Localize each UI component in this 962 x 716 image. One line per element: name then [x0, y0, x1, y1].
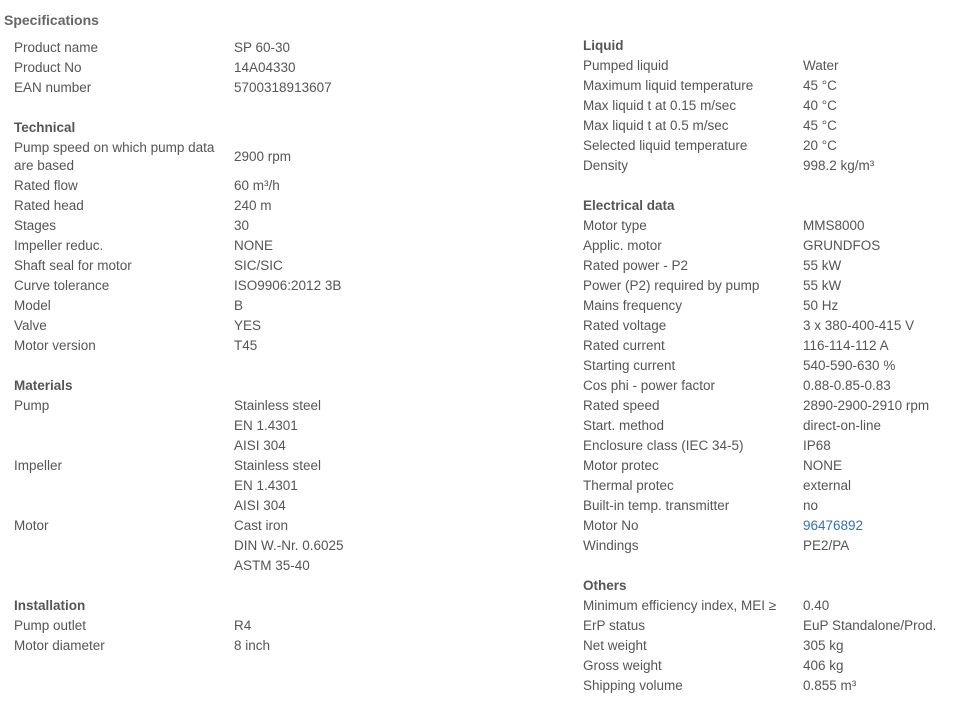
spec-value — [234, 276, 394, 296]
spec-value-line: NONE — [803, 458, 843, 473]
spec-row-rated-speed — [583, 396, 962, 416]
spec-value — [803, 356, 962, 376]
spec-value — [234, 516, 394, 576]
spec-value — [803, 396, 962, 416]
spec-value — [803, 676, 962, 696]
spec-value — [234, 316, 394, 336]
spec-value — [234, 296, 394, 316]
section-electrical-data — [583, 196, 962, 556]
spec-row-rated-head — [14, 196, 394, 216]
section-liquid — [583, 36, 962, 176]
spec-row-pumped-liquid — [583, 56, 962, 76]
spec-value — [803, 516, 962, 536]
spec-value-line: 8 inch — [234, 638, 271, 653]
spec-row-mains-frequency — [583, 296, 962, 316]
spec-value-line: AISI 304 — [234, 498, 286, 513]
spec-value-line: 45 °C — [803, 78, 837, 93]
spec-row-curve-tolerance — [14, 276, 394, 296]
spec-label: EAN number — [14, 80, 92, 95]
spec-value — [803, 476, 962, 496]
spec-label: Gross weight — [583, 658, 662, 673]
spec-label: Net weight — [583, 638, 647, 653]
spec-row-motor-no — [583, 516, 962, 536]
spec-label: Impeller reduc. — [14, 238, 104, 253]
spec-label: Motor protec — [583, 458, 659, 473]
spec-value — [234, 196, 394, 216]
spec-label: Product name — [14, 40, 99, 55]
spec-row-product-no — [14, 58, 394, 78]
spec-value — [803, 276, 962, 296]
spec-value-line: SIC/SIC — [234, 258, 283, 273]
spec-value — [234, 58, 394, 78]
spec-value-line: 45 °C — [803, 118, 837, 133]
spec-row-max-liquid-t-at-0-5-m-sec — [583, 116, 962, 136]
spec-label: Applic. motor — [583, 238, 662, 253]
spec-label: Rated current — [583, 338, 665, 353]
section-heading: Others — [583, 578, 627, 593]
spec-value — [234, 336, 394, 356]
spec-value — [803, 496, 962, 516]
section-others — [583, 576, 962, 696]
spec-value — [803, 156, 962, 176]
spec-value-line: 240 m — [234, 198, 272, 213]
spec-row-erp-status — [583, 616, 962, 636]
spec-label: Motor — [14, 518, 49, 533]
spec-row-power-p2-required-by-pump — [583, 276, 962, 296]
spec-value — [234, 396, 394, 456]
spec-value-line: 305 kg — [803, 638, 844, 653]
spec-label: Shipping volume — [583, 678, 683, 693]
spec-row-pump — [14, 396, 394, 456]
spec-row-enclosure-class-iec-34-5 — [583, 436, 962, 456]
spec-label: Motor diameter — [14, 638, 105, 653]
spec-value-line: 0.88-0.85-0.83 — [803, 378, 891, 393]
spec-value-line: 5700318913607 — [234, 80, 332, 95]
spec-value — [234, 216, 394, 236]
spec-row-shipping-volume — [583, 676, 962, 696]
spec-value-line: SP 60-30 — [234, 40, 291, 55]
spec-value-line: T45 — [234, 338, 258, 353]
spec-value — [803, 616, 962, 636]
spec-row-net-weight — [583, 636, 962, 656]
section-heading: Liquid — [583, 38, 624, 53]
spec-value-line: 55 kW — [803, 278, 842, 293]
spec-row-windings — [583, 536, 962, 556]
spec-value-line: Stainless steel — [234, 398, 322, 413]
section-heading: Installation — [14, 598, 86, 613]
spec-row-gross-weight — [583, 656, 962, 676]
spec-row-rated-power-p2 — [583, 256, 962, 276]
spec-label: Pump outlet — [14, 618, 87, 633]
section-heading: Materials — [14, 378, 73, 393]
spec-row-valve — [14, 316, 394, 336]
spec-label: Selected liquid temperature — [583, 138, 748, 153]
spec-value — [803, 456, 962, 476]
spec-value-line: 14A04330 — [234, 60, 296, 75]
spec-value — [803, 436, 962, 456]
spec-value-line: 40 °C — [803, 98, 837, 113]
section-general — [14, 38, 394, 98]
spec-row-cos-phi-power-factor — [583, 376, 962, 396]
spec-label: Motor version — [14, 338, 96, 353]
spec-row-motor-type — [583, 216, 962, 236]
spec-label: Shaft seal for motor — [14, 258, 132, 273]
spec-value-line: MMS8000 — [803, 218, 865, 233]
spec-row-maximum-liquid-temperature — [583, 76, 962, 96]
spec-value-line: 55 kW — [803, 258, 842, 273]
right-column — [583, 36, 962, 716]
spec-value-line: 116-114-112 A — [803, 338, 889, 353]
spec-row-stages — [14, 216, 394, 236]
spec-value-line: B — [234, 298, 244, 313]
motor-no-link[interactable]: 96476892 — [803, 518, 864, 533]
spec-label: ErP status — [583, 618, 646, 633]
spec-label: Enclosure class (IEC 34-5) — [583, 438, 744, 453]
spec-label: Max liquid t at 0.15 m/sec — [583, 98, 737, 113]
section-heading: Technical — [14, 120, 76, 135]
spec-label: Impeller — [14, 458, 63, 473]
spec-row-ean-number — [14, 78, 394, 98]
spec-value — [803, 96, 962, 116]
spec-value — [234, 176, 394, 196]
section-materials — [14, 376, 394, 576]
spec-value — [803, 56, 962, 76]
spec-label: Rated power - P2 — [583, 258, 689, 273]
spec-label: Rated voltage — [583, 318, 667, 333]
spec-value — [234, 616, 394, 636]
spec-label: Starting current — [583, 358, 676, 373]
spec-row-thermal-protec — [583, 476, 962, 496]
spec-row-built-in-temp-transmitter — [583, 496, 962, 516]
spec-label: Windings — [583, 538, 639, 553]
spec-label: Valve — [14, 318, 47, 333]
spec-label: Stages — [14, 218, 57, 233]
spec-value-line: 0.855 m³ — [803, 678, 857, 693]
spec-value — [234, 636, 394, 656]
spec-value — [803, 416, 962, 436]
spec-value-line: 3 x 380-400-415 V — [803, 318, 915, 333]
spec-value — [234, 256, 394, 276]
spec-value-line: YES — [234, 318, 262, 333]
spec-value — [803, 316, 962, 336]
spec-label: Minimum efficiency index, MEI ≥ — [583, 598, 777, 613]
spec-row-model — [14, 296, 394, 316]
spec-value-line: GRUNDFOS — [803, 238, 881, 253]
spec-row-starting-current — [583, 356, 962, 376]
spec-value-line: R4 — [234, 618, 252, 633]
spec-value — [234, 78, 394, 98]
spec-label: Mains frequency — [583, 298, 683, 313]
spec-row-shaft-seal-for-motor — [14, 256, 394, 276]
spec-label: Max liquid t at 0.5 m/sec — [583, 118, 729, 133]
spec-label: Rated head — [14, 198, 84, 213]
spec-value-line: AISI 304 — [234, 438, 286, 453]
spec-value — [803, 596, 962, 616]
spec-value-line: NONE — [234, 238, 274, 253]
spec-value — [803, 336, 962, 356]
spec-value — [803, 536, 962, 556]
spec-value-line: 406 kg — [803, 658, 844, 673]
spec-value-line: Cast iron — [234, 518, 289, 533]
spec-value — [803, 76, 962, 96]
spec-row-product-name — [14, 38, 394, 58]
section-technical — [14, 118, 394, 356]
spec-row-pump-speed-on-which-pump-data-are-based — [14, 138, 394, 176]
spec-value — [803, 216, 962, 236]
spec-value-line: direct-on-line — [803, 418, 882, 433]
spec-value — [234, 147, 394, 167]
spec-value — [803, 236, 962, 256]
spec-row-motor-protec — [583, 456, 962, 476]
spec-row-density — [583, 156, 962, 176]
spec-row-max-liquid-t-at-0-15-m-sec — [583, 96, 962, 116]
spec-row-rated-voltage — [583, 316, 962, 336]
spec-value-line: 2900 rpm — [234, 149, 292, 164]
spec-value-line: EN 1.4301 — [234, 478, 298, 493]
spec-value-line: ASTM 35-40 — [234, 558, 310, 573]
spec-value-line: PE2/PA — [803, 538, 850, 553]
spec-value-line: 540-590-630 % — [803, 358, 896, 373]
spec-value — [803, 636, 962, 656]
spec-value — [803, 136, 962, 156]
spec-value-line: EN 1.4301 — [234, 418, 298, 433]
spec-label: Model — [14, 298, 51, 313]
left-column — [14, 38, 394, 676]
spec-value-line: 998.2 kg/m³ — [803, 158, 875, 173]
spec-value-line: ISO9906:2012 3B — [234, 278, 342, 293]
spec-value-line: 50 Hz — [803, 298, 839, 313]
spec-value — [803, 656, 962, 676]
spec-label: Maximum liquid temperature — [583, 78, 754, 93]
spec-label: Motor type — [583, 218, 647, 233]
spec-label: Product No — [14, 60, 82, 75]
spec-label: Power (P2) required by pump — [583, 278, 760, 293]
spec-row-selected-liquid-temperature — [583, 136, 962, 156]
spec-value — [234, 456, 394, 516]
spec-row-applic-motor — [583, 236, 962, 256]
spec-value — [234, 236, 394, 256]
spec-label: Rated flow — [14, 178, 78, 193]
spec-value-line: 30 — [234, 218, 250, 233]
spec-value-line: external — [803, 478, 852, 493]
spec-value-line: 0.40 — [803, 598, 830, 613]
spec-row-impeller — [14, 456, 394, 516]
spec-row-start-method — [583, 416, 962, 436]
spec-label: Motor No — [583, 518, 639, 533]
page-title: Specifications — [4, 12, 99, 28]
spec-row-motor — [14, 516, 394, 576]
spec-value-line: Stainless steel — [234, 458, 322, 473]
spec-label: Density — [583, 158, 629, 173]
spec-row-rated-current — [583, 336, 962, 356]
spec-label: Cos phi - power factor — [583, 378, 716, 393]
spec-label: Curve tolerance — [14, 278, 110, 293]
spec-label: Pumped liquid — [583, 58, 669, 73]
spec-label: Start. method — [583, 418, 665, 433]
section-heading: Electrical data — [583, 198, 675, 213]
spec-row-rated-flow — [14, 176, 394, 196]
spec-value — [803, 116, 962, 136]
spec-row-minimum-efficiency-index-mei — [583, 596, 962, 616]
spec-value-line: DIN W.-Nr. 0.6025 — [234, 538, 344, 553]
spec-row-impeller-reduc — [14, 236, 394, 256]
spec-value-line: no — [803, 498, 819, 513]
spec-label: Pump — [14, 398, 50, 413]
spec-value — [234, 38, 394, 58]
section-installation — [14, 596, 394, 656]
spec-label: Rated speed — [583, 398, 660, 413]
spec-value — [803, 256, 962, 276]
spec-row-pump-outlet — [14, 616, 394, 636]
spec-value-line: 60 m³/h — [234, 178, 280, 193]
spec-label: Thermal protec — [583, 478, 674, 493]
spec-label: Pump speed on which pump data are based — [14, 140, 215, 173]
spec-value — [803, 296, 962, 316]
spec-value-line: 2890-2900-2910 rpm — [803, 398, 930, 413]
spec-label: Built-in temp. transmitter — [583, 498, 730, 513]
spec-value-line: 20 °C — [803, 138, 837, 153]
spec-value-line: IP68 — [803, 438, 831, 453]
spec-value-line: EuP Standalone/Prod. — [803, 618, 937, 633]
spec-row-motor-diameter — [14, 636, 394, 656]
spec-value — [803, 376, 962, 396]
spec-value-line: Water — [803, 58, 839, 73]
spec-row-motor-version — [14, 336, 394, 356]
